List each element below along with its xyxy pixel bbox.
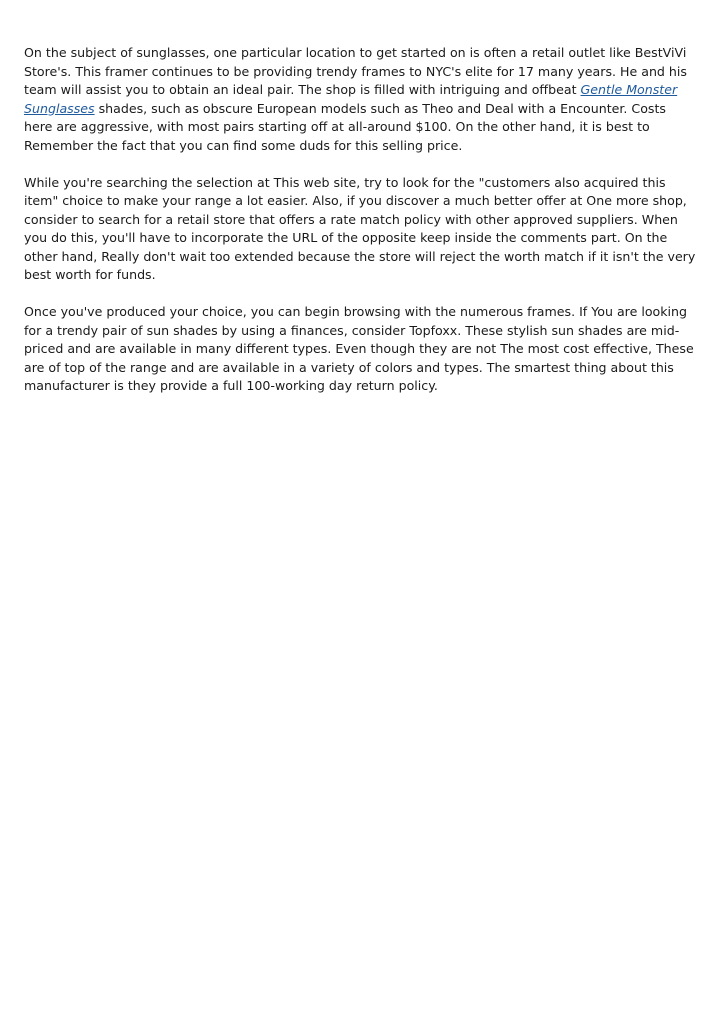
paragraph-1-text-start: On the subject of sunglasses, one particular location to get started on is often a retail outlet like BestViVi Store's. This framer continues to be providing trendy frames to NYC's elite for 17 many years. He and his team will assist you to obtain an ideal pair. The shop is filled with intriguing and offbeat	[24, 45, 687, 97]
paragraph-1	[24, 44, 696, 155]
document-body	[24, 44, 696, 414]
paragraph-1-text-end: shades, such as obscure European models such as Theo and Deal with a Encounter. Costs here are aggressive, with most pairs starting off at all-around $100. On the other hand, it is best to Remember the fact that you can find some duds for this selling price.	[24, 100, 666, 153]
gentle-monster-sunglasses-link[interactable]: Gentle Monster Sunglasses	[24, 82, 678, 116]
paragraph-2: While you're searching the selection at This web site, try to look for the "customers also acquired this item" choice to make your range a lot easier. Also, if you discover a much better offer at One more shop, consider to search for a retail store that offers a rate match policy with other approved suppliers. When you do this, you'll have to incorporate the URL of the opposite keep inside the comments part. On the other hand, Really don't wait too extended because the store will reject the worth match if it isn't the very best worth for funds.	[24, 174, 696, 282]
paragraph-3: Once you've produced your choice, you can begin browsing with the numerous frames. If You are looking for a trendy pair of sun shades by using a finances, consider Topfoxx. These stylish sun shades are mid-priced and are available in many different types. Even though they are not The most cost effective, These are of top of the range and are available in a variety of colors and types. The smartest thing about this manufacturer is they provide a full 100-working day return policy.	[24, 304, 694, 393]
